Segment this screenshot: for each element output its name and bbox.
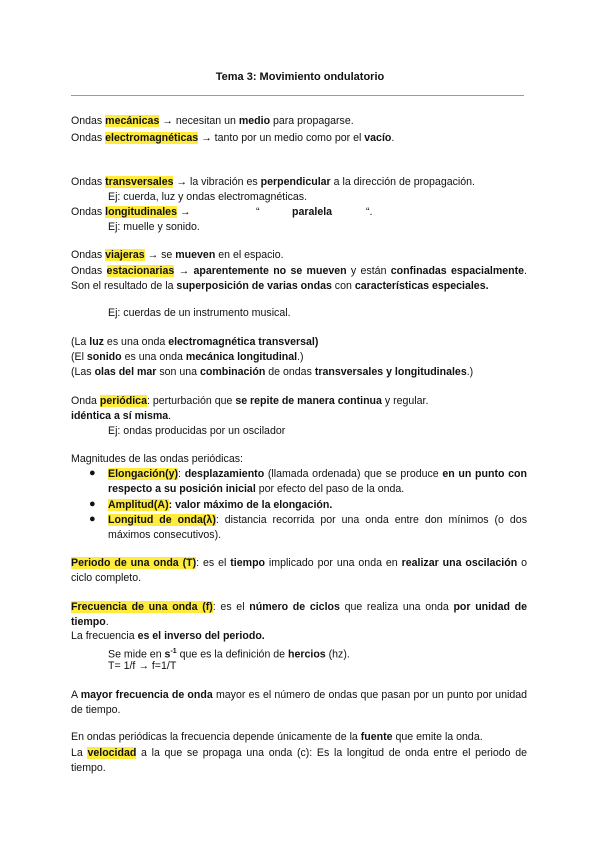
line-identica: idéntica a sí misma.	[71, 410, 172, 422]
example-longitudinales: Ej: muelle y sonido.	[108, 221, 200, 233]
item-longitud-onda: Longitud de onda(λ): distancia recorrida por una onda entre don mínimos (o dos máximos consecutivos).	[108, 514, 527, 541]
formula-periodo-frecuencia: T= 1/f → f=1/T	[108, 660, 177, 672]
word-paralela: paralela	[292, 206, 333, 218]
item-elongacion: Elongación(y): desplazamiento (llamada ordenada) que se produce en un punto con respecto a su posición inicial por efecto del paso de la onda.	[108, 468, 527, 495]
magnitudes-intro: Magnitudes de las ondas periódicas:	[71, 453, 243, 465]
example-periodica: Ej: ondas producidas por un oscilador	[108, 425, 286, 437]
paragraph-mayor-frecuencia: A mayor frecuencia de onda mayor es el número de ondas que pasan por un punto por unidad de tiempo.	[71, 689, 527, 716]
title-divider	[71, 95, 524, 96]
line-hercios: Se mide en $s^{-1}$ que es la definición de hercios (hz).	[108, 648, 350, 661]
page-title: Tema 3: Movimiento ondulatorio	[215, 71, 385, 83]
note-luz: (La luz es una onda electromagnética transversal)	[71, 336, 319, 348]
line-ondas-longitudinales: Ondas longitudinales →	[71, 206, 191, 218]
line-onda-periodica: Onda periódica: perturbación que se repite de manera continua y regular.	[71, 395, 429, 407]
paragraph-velocidad: La velocidad a la que se propaga una onda (c): Es la longitud de onda entre el periodo de tiempo.	[71, 747, 527, 774]
line-inverso-periodo: La frecuencia es el inverso del periodo.	[71, 630, 265, 642]
ditto-mark-open: “	[256, 206, 260, 218]
bullet-icon: ●	[89, 467, 96, 479]
line-fuente: En ondas periódicas la frecuencia depende únicamente de la fuente que emite la onda.	[71, 731, 483, 743]
bullet-icon: ●	[89, 498, 96, 510]
note-olas: (Las olas del mar son una combinación de ondas transversales y longitudinales.)	[71, 366, 474, 378]
ditto-mark-close: “.	[366, 206, 373, 218]
paragraph-frecuencia: Frecuencia de una onda (f): es el número de ciclos que realiza una onda por unidad de tiempo.	[71, 601, 527, 628]
item-amplitud: Amplitud(A): valor máximo de la elongación.	[108, 499, 333, 511]
line-ondas-transversales: Ondas transversales → la vibración es perpendicular a la dirección de propagación.	[71, 176, 475, 188]
line-ondas-mecanicas: Ondas mecánicas → necesitan un medio para propagarse.	[71, 115, 354, 127]
paragraph-periodo: Periodo de una onda (T): es el tiempo implicado por una onda en realizar una oscilación o ciclo completo.	[71, 557, 528, 584]
note-sonido: (El sonido es una onda mecánica longitudinal.)	[71, 351, 304, 363]
line-ondas-electromagneticas: Ondas electromagnéticas → tanto por un medio como por el vacío.	[71, 132, 395, 144]
example-transversales: Ej: cuerda, luz y ondas electromagnéticas.	[108, 191, 308, 203]
paragraph-ondas-estacionarias: Ondas estacionarias → aparentemente no se mueven y están confinadas espacialmente. Son el resultado de la superposición de varias ondas con características especiales.	[71, 265, 527, 292]
line-ondas-viajeras: Ondas viajeras → se mueven en el espacio.	[71, 249, 284, 261]
bullet-icon: ●	[89, 513, 96, 525]
example-estacionarias: Ej: cuerdas de un instrumento musical.	[108, 307, 291, 319]
